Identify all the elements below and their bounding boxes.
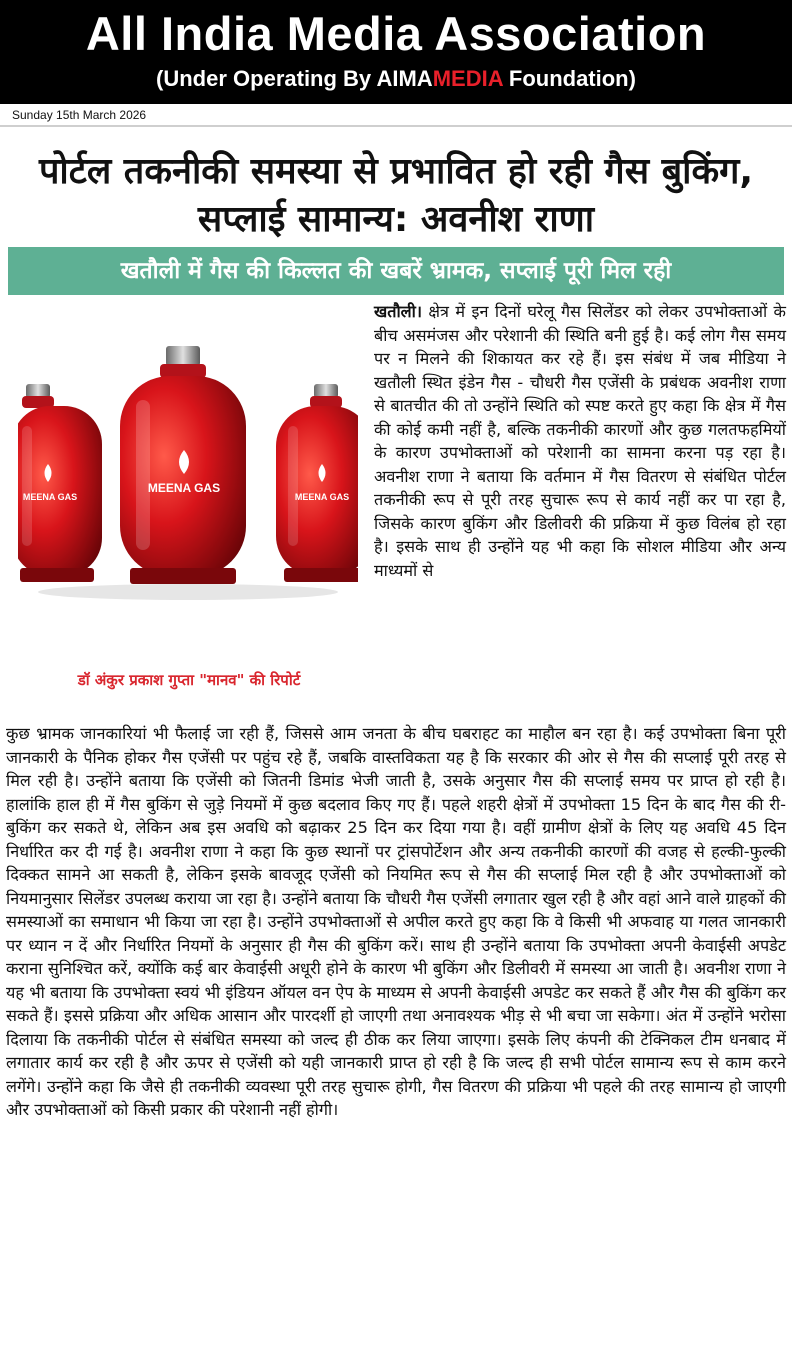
gas-cylinder-icon <box>18 330 358 600</box>
masthead-subtitle-end: Foundation) <box>502 66 636 91</box>
issue-date: Sunday 15th March 2026 <box>12 108 147 122</box>
cylinder-brand-text-right: MEENA GAS <box>294 492 350 502</box>
lpg-cylinders-photo <box>18 330 358 600</box>
masthead-subtitle-accent: MEDIA <box>432 66 503 91</box>
masthead-subtitle <box>0 64 792 94</box>
masthead <box>0 0 792 104</box>
article-subheadline: खतौली में गैस की किल्लत की खबरें भ्रामक, सप्लाई पूरी मिल रही <box>120 258 672 284</box>
header-divider <box>0 125 792 127</box>
masthead-subtitle-start: (Under Operating By AIMA <box>156 66 433 91</box>
cylinder-brand-text-left: MEENA GAS <box>22 492 78 502</box>
article-body-column <box>374 300 786 582</box>
article-headline: पोर्टल तकनीकी समस्या से प्रभावित हो रही गैस बुकिंग, सप्लाई सामान्य: अवनीश राणा <box>38 151 754 240</box>
article-dateline: खतौली। <box>374 302 422 321</box>
article-byline: डॉ अंकुर प्रकाश गुप्ता "मानव" की रिपोर्ट <box>77 671 301 689</box>
masthead-title: All India Media Association <box>85 7 707 60</box>
subheadline-banner <box>8 247 784 295</box>
article-body-column-text: क्षेत्र में इन दिनों घरेलू गैस सिलेंडर को लेकर उपभोक्ताओं के बीच असमंजस और परेशानी की स्थिति बनी हुई है। कई लोग गैस समय पर न मिलने की शिकायत कर रहे हैं। इस संबंध में जब मीडिया ने खतौली स्थित इंडेन गैस - चौधरी गैस एजेंसी के प्रबंधक अवनीश राणा से बातचीत की तो उन्होंने स्थिति को स्पष्ट करते हुए कहा कि क्षेत्र में गैस की कोई कमी नहीं है, बल्कि तकनीकी कारणों और कुछ गलतफहमियों के कारण उपभोक्ताओं को परेशानी का सामना करना पड़ रहा है। अवनीश राणा ने बताया कि वर्तमान में गैस वितरण से संबंधित पोर्टल तकनीकी रूप से पूरी तरह सुचारू रूप से कार्य नहीं कर पा रहा है, जिसके कारण बुकिंग और डिलीवरी की प्रक्रिया में कुछ विलंब हो रहा है। इसके साथ ही उन्होंने यह भी कहा कि सोशल मीडिया और अन्य माध्यमों से <box>374 302 786 580</box>
article-body-full: कुछ भ्रामक जानकारियां भी फैलाई जा रही हैं, जिससे आम जनता के बीच घबराहट का माहौल बन रहा है। कई उपभोक्ता बिना पूरी जानकारी के पैनिक होकर गैस एजेंसी पर पहुंच रहे हैं, जबकि वास्तविकता यह है कि सरकार की ओर से गैस की सप्लाई पूरी तरह से मिल रही है। उन्होंने बताया कि एजेंसी को जितनी डिमांड भेजी जाती है, उसके अनुसार गैस की सप्लाई समय पर प्राप्त हो रही है। हालांकि हाल ही में गैस बुकिंग से जुड़े नियमों में कुछ बदलाव किए गए हैं। पहले शहरी क्षेत्रों में उपभोक्ता 15 दिन के बाद गैस की री-बुकिंग कर सकते थे, लेकिन अब इस अवधि को बढ़ाकर 25 दिन कर दिया गया है। वहीं ग्रामीण क्षेत्रों के लिए यह अवधि 45 दिन निर्धारित कर दी गई है। अवनीश राणा ने कहा कि कुछ स्थानों पर ट्रांसपोर्टेशन और अन्य तकनीकी कारणों की वजह से हल्की-फुल्की दिक्कत सामने आ सकती है, लेकिन इसके बावजूद एजेंसी को नियमित रूप से गैस की सप्लाई मिल रही है और उपभोक्ताओं को नियमानुसार सिलेंडर उपलब्ध कराया जा रहा है। उन्होंने बताया कि चौधरी गैस एजेंसी लगातार खुल रही है और वहां आने वाले ग्राहकों की समस्याओं का समाधान भी किया जा रहा है। उन्होंने उपभोक्ताओं से अपील करते हुए कहा कि वे किसी भी अफवाह या गलत जानकारी पर ध्यान न दें और निर्धारित नियमों के अनुसार ही गैस की बुकिंग करें। साथ ही उन्होंने बताया कि उपभोक्ता अपनी केवाईसी अपडेट कराना सुनिश्चित करें, क्योंकि कई बार केवाईसी अधूरी होने के कारण भी बुकिंग और डिलीवरी में समस्या आ जाती है। अवनीश राणा ने यह भी बताया कि उपभोक्ता स्वयं भी इंडियन ऑयल वन ऐप के माध्यम से अपनी केवाईसी अपडेट कर सकते हैं और गैस की बुकिंग कर सकते हैं। इससे प्रक्रिया और अधिक आसान और पारदर्शी हो जाएगी तथा अनावश्यक भीड़ से भी बचा जा सकेगा। अंत में उन्होंने भरोसा दिलाया कि तकनीकी पोर्टल से संबंधित समस्या को जल्द ही ठीक कर लिया जाएगा। इसके लिए कंपनी की टेक्निकल टीम धनबाद में लगातार कार्य कर रही है और ऊपर से एजेंसी को यही जानकारी प्राप्त हो रही है कि जल्द ही सभी पोर्टल सामान्य रूप से काम करने लगेंगे। उन्होंने कहा कि जैसे ही तकनीकी व्यवस्था पूरी तरह सुचारू होगी, गैस वितरण की प्रक्रिया भी पहले की तरह सामान्य हो जाएगी और उपभोक्ताओं को किसी प्रकार की परेशानी नहीं होगी। <box>6 724 786 1119</box>
cylinder-brand-text: MEENA GAS <box>147 481 221 495</box>
